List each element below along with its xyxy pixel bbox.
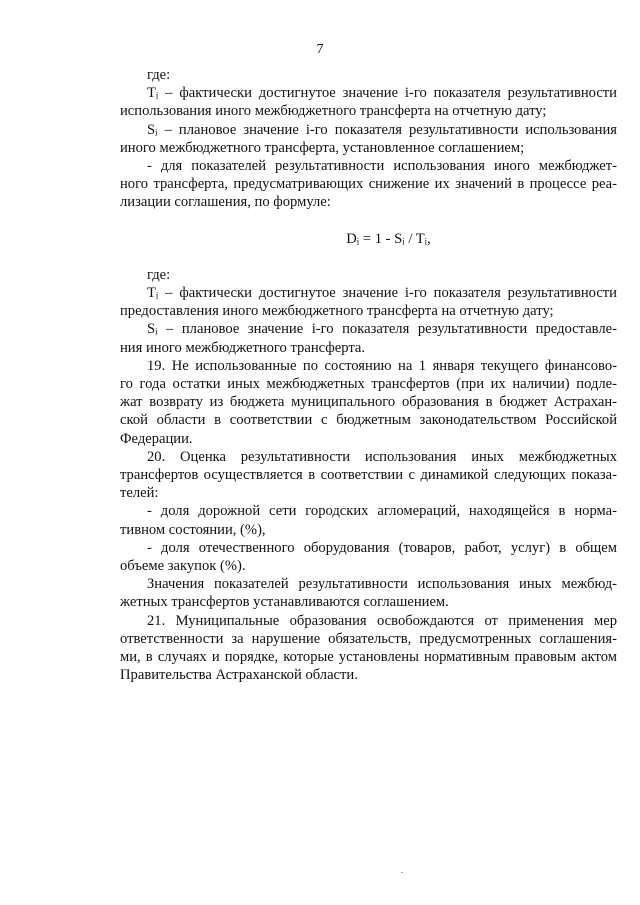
text-line: трансфертов осуществляется в соответствии с динамикой следующих показа- — [120, 467, 617, 484]
text-line: го года остатки иных межбюджетных трансфертов (при их наличии) подле- — [120, 376, 617, 393]
text-line: - доля дорожной сети городских агломераций, находящейся в норма- — [147, 503, 617, 520]
text-line: Федерации. — [120, 430, 193, 447]
text-line: 21. Муниципальные образования освобождаются от применения мер — [147, 612, 617, 629]
text-line: - для показателей результативности использования иного межбюджет- — [147, 158, 617, 175]
text-line: Значения показателей результативности использования иных межбюд- — [147, 576, 617, 593]
text-line: использования иного межбюджетного трансферта на отчетную дату; — [120, 103, 547, 120]
text-line: ской области в соответствии с бюджетным законодательством Российской — [120, 412, 617, 429]
text-line: Tᵢ – фактически достигнутое значение i-го показателя результативности — [147, 85, 617, 102]
text-line: телей: — [120, 485, 159, 502]
text-line: ми, в случаях и порядке, которые установлены нормативным правовым актом — [120, 649, 617, 666]
formula: Dᵢ = 1 - Sᵢ / Tᵢ, — [346, 230, 431, 247]
text-line: 19. Не использованные по состоянию на 1 января текущего финансово- — [147, 357, 617, 374]
footer-mark: . — [401, 866, 403, 875]
text-line: Правительства Астраханской области. — [120, 667, 358, 684]
text-line: ного трансферта, предусматривающих снижение их значений в процессе реа- — [120, 176, 617, 193]
text-line: 20. Оценка результативности использования иных межбюджетных — [147, 448, 617, 465]
text-line: ответственности за нарушение обязательств, предусмотренных соглашения- — [120, 630, 617, 647]
text-line: жат возврату из бюджета муниципального образования в бюджет Астрахан- — [120, 394, 617, 411]
text-line: тивном состоянии, (%), — [120, 521, 266, 538]
text-line: предоставления иного межбюджетного трансферта на отчетную дату; — [120, 303, 554, 320]
text-line: лизации соглашения, по формуле: — [120, 194, 331, 211]
page-content — [120, 66, 617, 685]
text-line: ния иного межбюджетного трансферта. — [120, 339, 366, 356]
text-line: где: — [147, 266, 171, 283]
text-line: Sᵢ – плановое значение i-го показателя результативности предоставле- — [147, 321, 617, 338]
page-number: 7 — [316, 42, 324, 57]
text-line: - доля отечественного оборудования (товаров, работ, услуг) в общем — [147, 539, 617, 556]
text-line: Tᵢ – фактически достигнутое значение i-го показателя результативности — [147, 285, 617, 302]
text-line: иного межбюджетного трансферта, установленное соглашением; — [120, 139, 525, 156]
text-line: жетных трансфертов устанавливаются соглашением. — [120, 594, 449, 611]
text-line: объеме закупок (%). — [120, 558, 246, 575]
text-line: где: — [147, 67, 171, 83]
text-line: Sᵢ – плановое значение i-го показателя результативности использования — [147, 121, 617, 138]
